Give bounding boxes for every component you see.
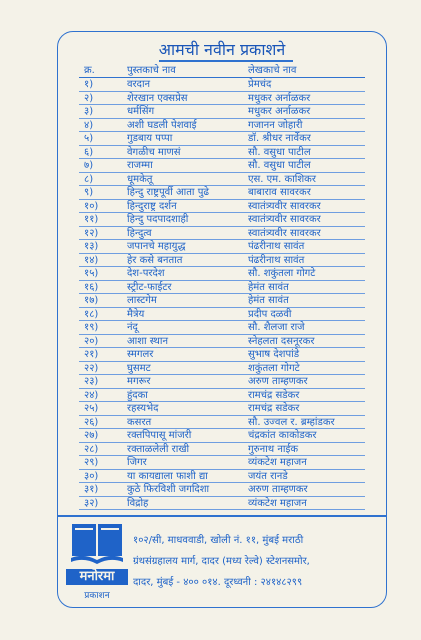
book-number: ४)	[84, 119, 94, 131]
book-number: २७)	[84, 430, 99, 441]
book-number: ७)	[84, 160, 94, 171]
book-author: डॉ. श्रीधर नार्वेकर	[248, 133, 311, 144]
open-book-icon	[70, 522, 124, 566]
book-author: सौ. वसुधा पाटील	[248, 146, 311, 158]
book-number: २९)	[84, 457, 99, 468]
book-title: जिगर	[127, 457, 147, 468]
book-title: मगरूर	[127, 376, 151, 387]
footer-divider	[58, 515, 386, 517]
book-author: मधुकर अर्नाळकर	[248, 92, 311, 104]
book-title: हिन्दुराष्ट्र दर्शन	[127, 200, 177, 212]
book-number: ५)	[84, 133, 94, 144]
book-title: कसरत	[127, 416, 152, 428]
book-title: आशा स्थान	[127, 335, 169, 347]
book-title: वेगळीच माणसं	[127, 146, 181, 158]
book-row	[58, 173, 386, 187]
book-row	[58, 105, 386, 119]
book-number: २४)	[84, 389, 99, 401]
book-number: १६)	[84, 281, 99, 293]
address-line: १०२/सी, माधववाडी, खोली नं. ११, मुंबई मराठी	[133, 535, 304, 546]
book-author: व्यंकटेश महाजन	[248, 457, 307, 468]
book-row	[58, 362, 386, 376]
book-author: सौ. शकुंतला गोगटे	[248, 268, 316, 279]
book-author: हेमंत सावंत	[248, 295, 289, 306]
book-row	[58, 254, 386, 268]
book-author: एस. एम. काशिकर	[248, 173, 316, 185]
book-title: अशी घडली पेशवाई	[127, 119, 197, 131]
book-author: रामचंद्र सडेकर	[248, 389, 300, 401]
page-title: आमची नवीन प्रकाशने	[158, 40, 286, 59]
book-number: २)	[84, 92, 94, 104]
book-number: २३)	[84, 376, 99, 387]
book-number: १४)	[84, 254, 99, 266]
book-row	[58, 308, 386, 322]
book-title: देश-परदेश	[127, 268, 165, 279]
book-row	[58, 267, 386, 281]
book-author: जयंत रानडे	[248, 470, 288, 482]
book-title: स्ट्रीट-फाईटर	[127, 281, 172, 293]
book-row	[58, 443, 386, 457]
book-author: हेमंत सावंत	[248, 281, 289, 293]
book-number: १२)	[84, 227, 99, 239]
book-title: या कायद्याला फाशी द्या	[127, 470, 208, 482]
book-number: २६)	[84, 416, 99, 428]
book-author: सौ. शैलजा राजे	[248, 322, 305, 333]
book-title: घुसमट	[127, 362, 151, 374]
book-number: १५)	[84, 268, 99, 279]
book-title: जपानचे महायुद्ध	[127, 241, 186, 252]
address-line: दादर, मुंबई - ४०० ०१४. दूरध्वनी : २४१४८२९९	[133, 577, 303, 588]
book-number: ३२)	[84, 497, 99, 509]
column-header-number: क्र.	[84, 65, 95, 76]
book-number: ३१)	[84, 484, 99, 495]
book-row	[58, 227, 386, 241]
book-number: २८)	[84, 443, 99, 455]
book-row	[58, 281, 386, 295]
book-row	[58, 416, 386, 430]
book-row	[58, 92, 386, 106]
column-header-book: पुस्तकाचे नाव	[127, 65, 176, 76]
book-title: हिन्दु राष्ट्रपूर्वी आता पुढे	[127, 187, 210, 198]
book-row	[58, 402, 386, 416]
book-row	[58, 389, 386, 403]
table-header	[58, 62, 386, 76]
book-author: चंद्रकांत काकोडकर	[248, 430, 317, 441]
book-row	[58, 470, 386, 484]
address-line: ग्रंथसंग्रहालय मार्ग, दादर (मध्य रेल्वे) स्टेशनसमोर,	[133, 556, 310, 567]
book-author: पंढरीनाथ सावंत	[248, 241, 305, 252]
book-row	[58, 375, 386, 389]
book-number: ३०)	[84, 470, 99, 482]
book-number: १)	[84, 79, 94, 90]
book-author: प्रेमचंद	[248, 79, 272, 90]
book-author: सौ. वसुधा पाटील	[248, 160, 311, 171]
book-row	[58, 240, 386, 254]
publisher-name: मनोरमा	[66, 569, 128, 585]
book-row	[58, 200, 386, 214]
book-author: अरुण ताम्हणकर	[248, 484, 308, 495]
book-title: हुंदका	[127, 389, 148, 401]
book-author: पंढरीनाथ सावंत	[248, 254, 305, 266]
book-author: बाबाराव सावरकर	[248, 187, 311, 198]
book-title: धर्मसिंग	[127, 106, 155, 117]
book-title: रहस्यभेद	[127, 403, 159, 414]
publisher-subtitle: प्रकाशन	[84, 591, 110, 601]
book-title: धूमकेतू	[127, 173, 153, 185]
book-author: स्वातंत्र्यवीर सावरकर	[248, 227, 321, 239]
book-author: स्वातंत्र्यवीर सावरकर	[248, 200, 321, 212]
book-row	[58, 483, 386, 497]
book-title: रक्तपिपासू मांजरी	[127, 430, 192, 441]
book-row	[58, 294, 386, 308]
book-author: व्यंकटेश महाजन	[248, 497, 307, 509]
book-author: शकुंतला गोगटे	[248, 362, 300, 374]
book-title: विद्रोह	[127, 497, 149, 509]
catalogue-frame	[57, 31, 387, 608]
book-number: १३)	[84, 241, 99, 252]
book-number: २२)	[84, 362, 99, 374]
book-author: सौ. उज्वल र. ब्रम्हांडकर	[248, 416, 335, 428]
book-row	[58, 186, 386, 200]
book-author: स्नेहलता दसनूरकर	[248, 335, 315, 347]
book-title: हिन्दु पदपादशाही	[127, 214, 189, 225]
book-author: अरुण ताम्हणकर	[248, 376, 308, 387]
book-row	[58, 213, 386, 227]
row-divider	[79, 509, 365, 510]
book-row	[58, 321, 386, 335]
book-author: गुरुनाथ नाईक	[248, 443, 299, 455]
book-row	[58, 429, 386, 443]
book-author: स्वातंत्र्यवीर सावरकर	[248, 214, 321, 225]
book-number: १०)	[84, 200, 99, 212]
column-header-author: लेखकाचे नाव	[248, 65, 297, 76]
book-title: शेरखान एक्सप्रेस	[127, 92, 188, 104]
book-number: १७)	[84, 295, 99, 306]
book-number: ६)	[84, 146, 94, 158]
book-title: नंदू	[127, 322, 138, 333]
book-row	[58, 335, 386, 349]
book-title: कुठे फिरविशी जगदिशा	[127, 484, 210, 495]
book-number: ११)	[84, 214, 99, 225]
book-title: रक्ताळलेली राखी	[127, 443, 190, 455]
book-title: हेर कसे बनतात	[127, 254, 183, 266]
book-title: लास्टगेम	[127, 295, 157, 306]
book-row	[58, 348, 386, 362]
book-number: २०)	[84, 335, 99, 347]
book-number: ८)	[84, 173, 94, 185]
book-row	[58, 146, 386, 160]
book-author: सुभाष देशपांडे	[248, 349, 300, 360]
book-title: स्मगलर	[127, 349, 154, 360]
book-number: १८)	[84, 308, 99, 320]
book-title: राजम्मा	[127, 160, 153, 171]
book-number: ३)	[84, 106, 94, 117]
book-list	[58, 78, 386, 510]
book-row	[58, 132, 386, 146]
book-author: रामचंद्र सडेकर	[248, 403, 300, 414]
book-author: प्रदीप दळवी	[248, 308, 292, 320]
publisher-address	[133, 530, 385, 593]
book-author: गजानन जोहारी	[248, 119, 303, 131]
book-title: मैत्रेय	[127, 308, 145, 320]
book-row	[58, 119, 386, 133]
book-title: वरदान	[127, 79, 151, 90]
book-row	[58, 78, 386, 92]
publisher-logo	[66, 522, 136, 604]
book-number: २५)	[84, 403, 99, 414]
book-row	[58, 497, 386, 511]
book-author: मधुकर अर्नाळकर	[248, 106, 311, 117]
book-title: गुडबाय पप्पा	[127, 133, 173, 144]
book-title: हिन्दुत्व	[127, 227, 152, 239]
book-row	[58, 456, 386, 470]
book-row	[58, 159, 386, 173]
book-number: १९)	[84, 322, 99, 333]
book-number: २१)	[84, 349, 99, 360]
book-number: ९)	[84, 187, 94, 198]
